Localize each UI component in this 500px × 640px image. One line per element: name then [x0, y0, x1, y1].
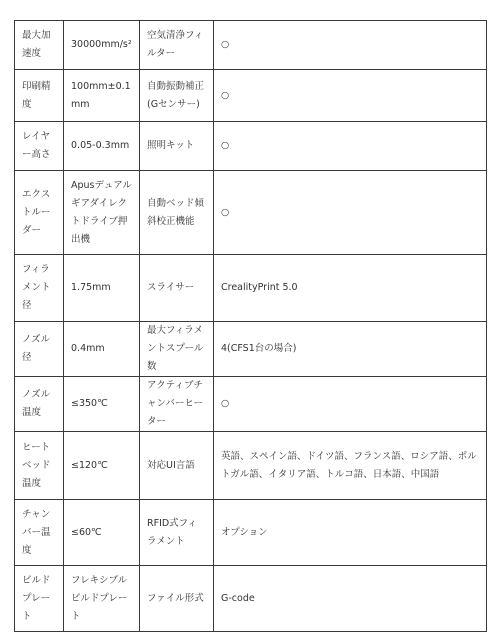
row-header: フィラメント径: [15, 255, 64, 322]
row-header: 自動振動補正(Gセンサー): [140, 70, 214, 122]
row-value: 英語、スペイン語、ドイツ語、フランス語、ロシア語、ポルトガル語、イタリア語、トルコ語、日本語、中国語: [214, 432, 487, 500]
row-value: 0.05-0.3mm: [64, 122, 140, 171]
row-value: ○: [214, 171, 487, 255]
row-header: 対応UI言語: [140, 432, 214, 500]
table-row: [15, 322, 487, 377]
row-header: アクティブチャンバーヒーター: [140, 377, 214, 432]
row-header: ノズル径: [15, 322, 64, 377]
row-value: ○: [214, 21, 487, 70]
spec-table: [14, 20, 487, 632]
row-value: CrealityPrint 5.0: [214, 255, 487, 322]
row-header: ノズル温度: [15, 377, 64, 432]
row-header: チャンバー温度: [15, 500, 64, 566]
row-header: ヒートベッド温度: [15, 432, 64, 500]
table-row: [15, 566, 487, 632]
row-header: 印刷精度: [15, 70, 64, 122]
row-value: ○: [214, 377, 487, 432]
table-row: [15, 500, 487, 566]
row-header: 最大加速度: [15, 21, 64, 70]
row-value: ≤350℃: [64, 377, 140, 432]
table-row: [15, 255, 487, 322]
row-header: RFID式フィラメント: [140, 500, 214, 566]
row-value: 100mm±0.1mm: [64, 70, 140, 122]
row-header: ファイル形式: [140, 566, 214, 632]
row-header: 最大フィラメントスプール数: [140, 322, 214, 377]
row-value: 4(CFS1台の場合): [214, 322, 487, 377]
row-value: フレキシブルビルドプレート: [64, 566, 140, 632]
row-header: 照明キット: [140, 122, 214, 171]
row-value: オプション: [214, 500, 487, 566]
row-header: 自動ベッド傾斜校正機能: [140, 171, 214, 255]
row-value: 30000mm/s²: [64, 21, 140, 70]
row-header: レイヤー高さ: [15, 122, 64, 171]
table-row: [15, 21, 487, 70]
row-value: ≤120℃: [64, 432, 140, 500]
row-value: ≤60℃: [64, 500, 140, 566]
row-header: エクストルーダー: [15, 171, 64, 255]
table-row: [15, 171, 487, 255]
table-row: [15, 70, 487, 122]
row-header: 空気清浄フィルター: [140, 21, 214, 70]
row-value: 1.75mm: [64, 255, 140, 322]
row-value: 0.4mm: [64, 322, 140, 377]
row-value: ○: [214, 122, 487, 171]
row-header: スライサー: [140, 255, 214, 322]
row-header: ビルドプレート: [15, 566, 64, 632]
row-value: ○: [214, 70, 487, 122]
table-row: [15, 432, 487, 500]
row-value: Apusデュアルギアダイレクトドライブ押出機: [64, 171, 140, 255]
row-value: G-code: [214, 566, 487, 632]
table-row: [15, 377, 487, 432]
table-row: [15, 122, 487, 171]
